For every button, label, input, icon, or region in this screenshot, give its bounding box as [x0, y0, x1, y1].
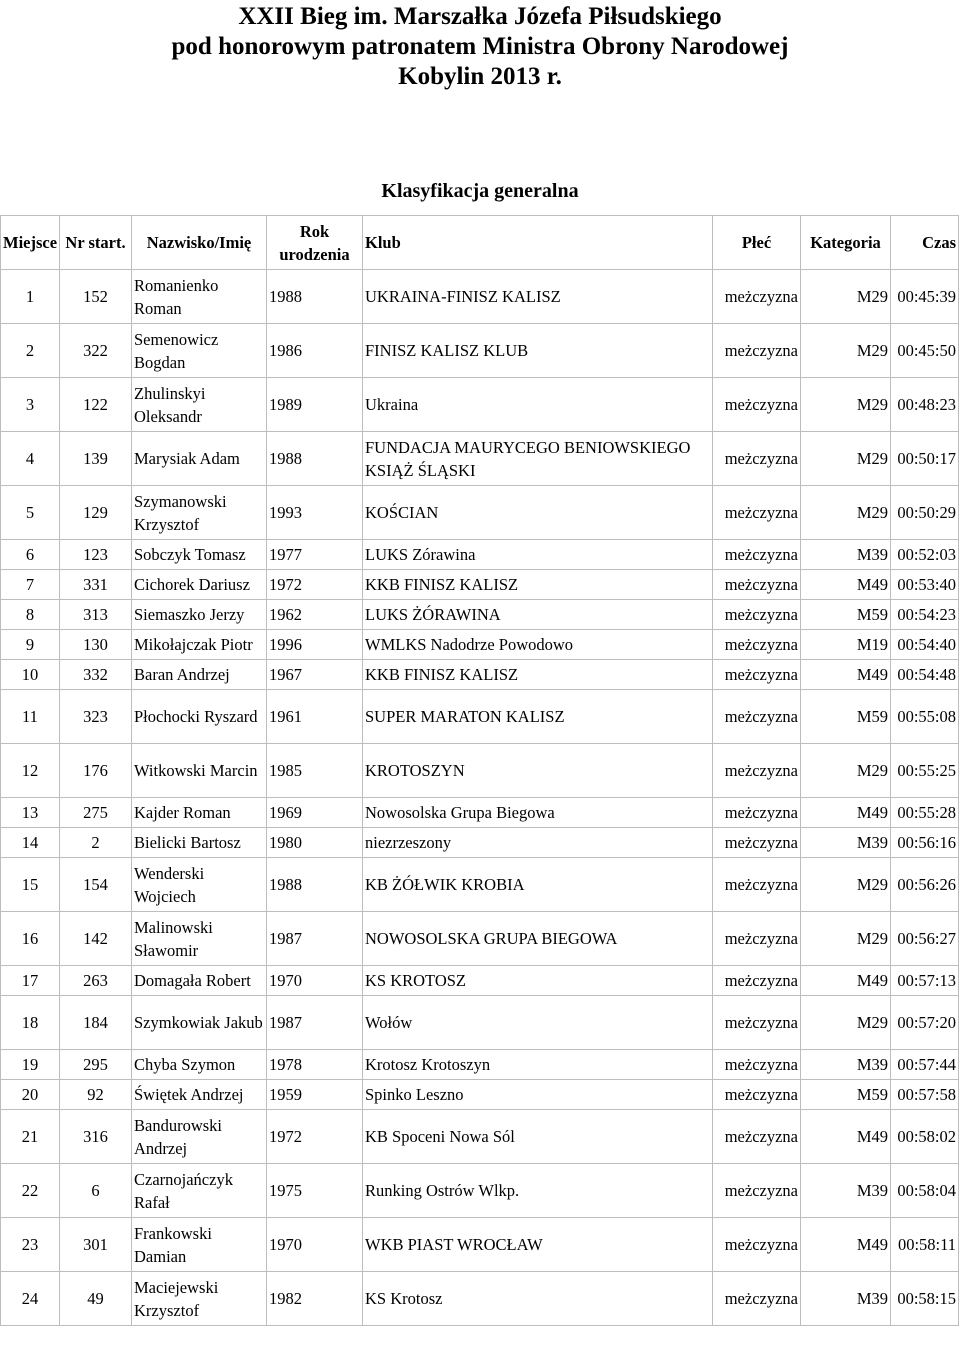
- time-cell: 00:53:40: [891, 570, 959, 600]
- sex-cell: meżczyzna: [713, 324, 801, 378]
- time-cell: 00:45:39: [891, 270, 959, 324]
- place-cell: 11: [1, 690, 60, 744]
- col-header-category: Kategoria: [801, 216, 891, 270]
- time-cell: 00:56:26: [891, 858, 959, 912]
- table-row: [1, 996, 959, 1050]
- sex-cell: meżczyzna: [713, 966, 801, 996]
- time-cell: 00:57:58: [891, 1080, 959, 1110]
- place-cell: 4: [1, 432, 60, 486]
- club-cell: Spinko Leszno: [363, 1080, 713, 1110]
- table-row: [1, 324, 959, 378]
- table-row: [1, 798, 959, 828]
- title-line-2: pod honorowym patronatem Ministra Obrony Narodowej: [171, 33, 789, 60]
- table-row: [1, 540, 959, 570]
- year-cell: 1961: [267, 690, 363, 744]
- name-cell: Semenowicz Bogdan: [132, 324, 267, 378]
- year-cell: 1988: [267, 432, 363, 486]
- table-row: [1, 270, 959, 324]
- sex-cell: meżczyzna: [713, 270, 801, 324]
- sex-cell: meżczyzna: [713, 1218, 801, 1272]
- name-cell: Maciejewski Krzysztof: [132, 1272, 267, 1326]
- name-cell: Baran Andrzej: [132, 660, 267, 690]
- name-cell: Mikołajczak Piotr: [132, 630, 267, 660]
- table-row: [1, 660, 959, 690]
- nr-cell: 129: [60, 486, 132, 540]
- sex-cell: meżczyzna: [713, 378, 801, 432]
- place-cell: 6: [1, 540, 60, 570]
- year-cell: 1959: [267, 1080, 363, 1110]
- classification-subtitle: Klasyfikacja generalna: [381, 180, 579, 202]
- year-cell: 1993: [267, 486, 363, 540]
- place-cell: 8: [1, 600, 60, 630]
- place-cell: 9: [1, 630, 60, 660]
- category-cell: M59: [801, 1080, 891, 1110]
- table-row: [1, 630, 959, 660]
- category-cell: M29: [801, 324, 891, 378]
- category-cell: M39: [801, 1272, 891, 1326]
- sex-cell: meżczyzna: [713, 996, 801, 1050]
- category-cell: M29: [801, 744, 891, 798]
- category-cell: M39: [801, 1164, 891, 1218]
- place-cell: 21: [1, 1110, 60, 1164]
- title-line-1: XXII Bieg im. Marszałka Józefa Piłsudskiego: [238, 3, 722, 30]
- place-cell: 23: [1, 1218, 60, 1272]
- category-cell: M49: [801, 1218, 891, 1272]
- year-cell: 1996: [267, 630, 363, 660]
- time-cell: 00:54:23: [891, 600, 959, 630]
- sex-cell: meżczyzna: [713, 630, 801, 660]
- name-cell: Marysiak Adam: [132, 432, 267, 486]
- sex-cell: meżczyzna: [713, 1110, 801, 1164]
- nr-cell: 263: [60, 966, 132, 996]
- table-row: [1, 378, 959, 432]
- sex-cell: meżczyzna: [713, 690, 801, 744]
- nr-cell: 130: [60, 630, 132, 660]
- name-cell: Czarnojańczyk Rafał: [132, 1164, 267, 1218]
- time-cell: 00:57:44: [891, 1050, 959, 1080]
- club-cell: niezrzeszony: [363, 828, 713, 858]
- sex-cell: meżczyzna: [713, 798, 801, 828]
- year-cell: 1977: [267, 540, 363, 570]
- table-row: [1, 1110, 959, 1164]
- category-cell: M39: [801, 540, 891, 570]
- year-cell: 1962: [267, 600, 363, 630]
- table-row: [1, 600, 959, 630]
- sex-cell: meżczyzna: [713, 1164, 801, 1218]
- club-cell: UKRAINA-FINISZ KALISZ: [363, 270, 713, 324]
- name-cell: Cichorek Dariusz: [132, 570, 267, 600]
- nr-cell: 301: [60, 1218, 132, 1272]
- place-cell: 19: [1, 1050, 60, 1080]
- time-cell: 00:55:25: [891, 744, 959, 798]
- club-cell: Wołów: [363, 996, 713, 1050]
- time-cell: 00:50:17: [891, 432, 959, 486]
- sex-cell: meżczyzna: [713, 432, 801, 486]
- place-cell: 15: [1, 858, 60, 912]
- name-cell: Malinowski Sławomir: [132, 912, 267, 966]
- place-cell: 17: [1, 966, 60, 996]
- category-cell: M29: [801, 996, 891, 1050]
- club-cell: WKB PIAST WROCŁAW: [363, 1218, 713, 1272]
- table-row: [1, 486, 959, 540]
- place-cell: 16: [1, 912, 60, 966]
- table-row: [1, 828, 959, 858]
- club-cell: KOŚCIAN: [363, 486, 713, 540]
- club-cell: FINISZ KALISZ KLUB: [363, 324, 713, 378]
- name-cell: Wenderski Wojciech: [132, 858, 267, 912]
- table-row: [1, 690, 959, 744]
- category-cell: M29: [801, 378, 891, 432]
- table-row: [1, 570, 959, 600]
- year-cell: 1969: [267, 798, 363, 828]
- year-cell: 1988: [267, 270, 363, 324]
- time-cell: 00:55:28: [891, 798, 959, 828]
- year-cell: 1975: [267, 1164, 363, 1218]
- time-cell: 00:56:16: [891, 828, 959, 858]
- club-cell: SUPER MARATON KALISZ: [363, 690, 713, 744]
- club-cell: LUKS Zórawina: [363, 540, 713, 570]
- col-header-place: Miejsce: [1, 216, 60, 270]
- nr-cell: 275: [60, 798, 132, 828]
- nr-cell: 323: [60, 690, 132, 744]
- table-row: [1, 744, 959, 798]
- place-cell: 12: [1, 744, 60, 798]
- place-cell: 3: [1, 378, 60, 432]
- time-cell: 00:45:50: [891, 324, 959, 378]
- time-cell: 00:50:29: [891, 486, 959, 540]
- category-cell: M59: [801, 600, 891, 630]
- club-cell: KB ŻÓŁWIK KROBIA: [363, 858, 713, 912]
- table-row: [1, 1050, 959, 1080]
- time-cell: 00:54:40: [891, 630, 959, 660]
- club-cell: WMLKS Nadodrze Powodowo: [363, 630, 713, 660]
- nr-cell: 316: [60, 1110, 132, 1164]
- time-cell: 00:57:20: [891, 996, 959, 1050]
- nr-cell: 122: [60, 378, 132, 432]
- club-cell: NOWOSOLSKA GRUPA BIEGOWA: [363, 912, 713, 966]
- place-cell: 14: [1, 828, 60, 858]
- place-cell: 10: [1, 660, 60, 690]
- place-cell: 2: [1, 324, 60, 378]
- club-cell: LUKS ŻÓRAWINA: [363, 600, 713, 630]
- name-cell: Romanienko Roman: [132, 270, 267, 324]
- nr-cell: 142: [60, 912, 132, 966]
- category-cell: M49: [801, 966, 891, 996]
- year-cell: 1970: [267, 1218, 363, 1272]
- club-cell: KROTOSZYN: [363, 744, 713, 798]
- nr-cell: 295: [60, 1050, 132, 1080]
- title-line-3: Kobylin 2013 r.: [398, 63, 562, 90]
- category-cell: M59: [801, 690, 891, 744]
- name-cell: Płochocki Ryszard: [132, 690, 267, 744]
- club-cell: FUNDACJA MAURYCEGO BENIOWSKIEGO KSIĄŻ ŚLĄSKI: [363, 432, 713, 486]
- category-cell: M39: [801, 828, 891, 858]
- table-row: [1, 1080, 959, 1110]
- category-cell: M19: [801, 630, 891, 660]
- name-cell: Domagała Robert: [132, 966, 267, 996]
- time-cell: 00:54:48: [891, 660, 959, 690]
- year-cell: 1987: [267, 996, 363, 1050]
- nr-cell: 184: [60, 996, 132, 1050]
- year-cell: 1988: [267, 858, 363, 912]
- nr-cell: 139: [60, 432, 132, 486]
- nr-cell: 92: [60, 1080, 132, 1110]
- header-row: [1, 216, 959, 270]
- sex-cell: meżczyzna: [713, 1272, 801, 1326]
- nr-cell: 332: [60, 660, 132, 690]
- place-cell: 22: [1, 1164, 60, 1218]
- col-header-year: Rok urodzenia: [267, 216, 363, 270]
- club-cell: Nowosolska Grupa Biegowa: [363, 798, 713, 828]
- sex-cell: meżczyzna: [713, 660, 801, 690]
- name-cell: Siemaszko Jerzy: [132, 600, 267, 630]
- nr-cell: 49: [60, 1272, 132, 1326]
- nr-cell: 322: [60, 324, 132, 378]
- nr-cell: 6: [60, 1164, 132, 1218]
- category-cell: M29: [801, 432, 891, 486]
- name-cell: Szymanowski Krzysztof: [132, 486, 267, 540]
- category-cell: M49: [801, 570, 891, 600]
- time-cell: 00:55:08: [891, 690, 959, 744]
- category-cell: M39: [801, 1050, 891, 1080]
- time-cell: 00:57:13: [891, 966, 959, 996]
- place-cell: 24: [1, 1272, 60, 1326]
- sex-cell: meżczyzna: [713, 486, 801, 540]
- sex-cell: meżczyzna: [713, 912, 801, 966]
- col-header-name: Nazwisko/Imię: [132, 216, 267, 270]
- time-cell: 00:52:03: [891, 540, 959, 570]
- time-cell: 00:58:11: [891, 1218, 959, 1272]
- category-cell: M29: [801, 270, 891, 324]
- name-cell: Witkowski Marcin: [132, 744, 267, 798]
- nr-cell: 2: [60, 828, 132, 858]
- club-cell: Runking Ostrów Wlkp.: [363, 1164, 713, 1218]
- year-cell: 1986: [267, 324, 363, 378]
- results-body: [1, 270, 959, 1326]
- sex-cell: meżczyzna: [713, 1050, 801, 1080]
- table-row: [1, 1272, 959, 1326]
- name-cell: Sobczyk Tomasz: [132, 540, 267, 570]
- club-cell: KB Spoceni Nowa Sól: [363, 1110, 713, 1164]
- year-cell: 1972: [267, 570, 363, 600]
- col-header-nr: Nr start.: [60, 216, 132, 270]
- table-row: [1, 858, 959, 912]
- club-cell: KS KROTOSZ: [363, 966, 713, 996]
- place-cell: 7: [1, 570, 60, 600]
- club-cell: KS Krotosz: [363, 1272, 713, 1326]
- name-cell: Świętek Andrzej: [132, 1080, 267, 1110]
- col-header-time: Czas: [891, 216, 959, 270]
- nr-cell: 313: [60, 600, 132, 630]
- category-cell: M49: [801, 798, 891, 828]
- nr-cell: 154: [60, 858, 132, 912]
- table-row: [1, 912, 959, 966]
- time-cell: 00:58:15: [891, 1272, 959, 1326]
- place-cell: 5: [1, 486, 60, 540]
- name-cell: Kajder Roman: [132, 798, 267, 828]
- name-cell: Zhulinskyi Oleksandr: [132, 378, 267, 432]
- col-header-sex: Płeć: [713, 216, 801, 270]
- category-cell: M29: [801, 912, 891, 966]
- sex-cell: meżczyzna: [713, 600, 801, 630]
- sex-cell: meżczyzna: [713, 1080, 801, 1110]
- nr-cell: 331: [60, 570, 132, 600]
- category-cell: M49: [801, 1110, 891, 1164]
- table-row: [1, 966, 959, 996]
- place-cell: 1: [1, 270, 60, 324]
- category-cell: M49: [801, 660, 891, 690]
- club-cell: Krotosz Krotoszyn: [363, 1050, 713, 1080]
- place-cell: 18: [1, 996, 60, 1050]
- sex-cell: meżczyzna: [713, 858, 801, 912]
- category-cell: M29: [801, 486, 891, 540]
- club-cell: KKB FINISZ KALISZ: [363, 570, 713, 600]
- year-cell: 1980: [267, 828, 363, 858]
- category-cell: M29: [801, 858, 891, 912]
- year-cell: 1982: [267, 1272, 363, 1326]
- year-cell: 1989: [267, 378, 363, 432]
- year-cell: 1972: [267, 1110, 363, 1164]
- nr-cell: 123: [60, 540, 132, 570]
- nr-cell: 152: [60, 270, 132, 324]
- nr-cell: 176: [60, 744, 132, 798]
- col-header-club: Klub: [363, 216, 713, 270]
- year-cell: 1985: [267, 744, 363, 798]
- results-table: [0, 215, 959, 1326]
- time-cell: 00:56:27: [891, 912, 959, 966]
- year-cell: 1978: [267, 1050, 363, 1080]
- name-cell: Chyba Szymon: [132, 1050, 267, 1080]
- sex-cell: meżczyzna: [713, 540, 801, 570]
- time-cell: 00:48:23: [891, 378, 959, 432]
- table-row: [1, 1164, 959, 1218]
- year-cell: 1967: [267, 660, 363, 690]
- time-cell: 00:58:02: [891, 1110, 959, 1164]
- year-cell: 1970: [267, 966, 363, 996]
- year-cell: 1987: [267, 912, 363, 966]
- document-header: [0, 0, 960, 92]
- club-cell: Ukraina: [363, 378, 713, 432]
- sex-cell: meżczyzna: [713, 744, 801, 798]
- name-cell: Szymkowiak Jakub: [132, 996, 267, 1050]
- club-cell: KKB FINISZ KALISZ: [363, 660, 713, 690]
- name-cell: Bielicki Bartosz: [132, 828, 267, 858]
- place-cell: 20: [1, 1080, 60, 1110]
- time-cell: 00:58:04: [891, 1164, 959, 1218]
- table-row: [1, 1218, 959, 1272]
- sex-cell: meżczyzna: [713, 828, 801, 858]
- sex-cell: meżczyzna: [713, 570, 801, 600]
- table-row: [1, 432, 959, 486]
- name-cell: Bandurowski Andrzej: [132, 1110, 267, 1164]
- name-cell: Frankowski Damian: [132, 1218, 267, 1272]
- place-cell: 13: [1, 798, 60, 828]
